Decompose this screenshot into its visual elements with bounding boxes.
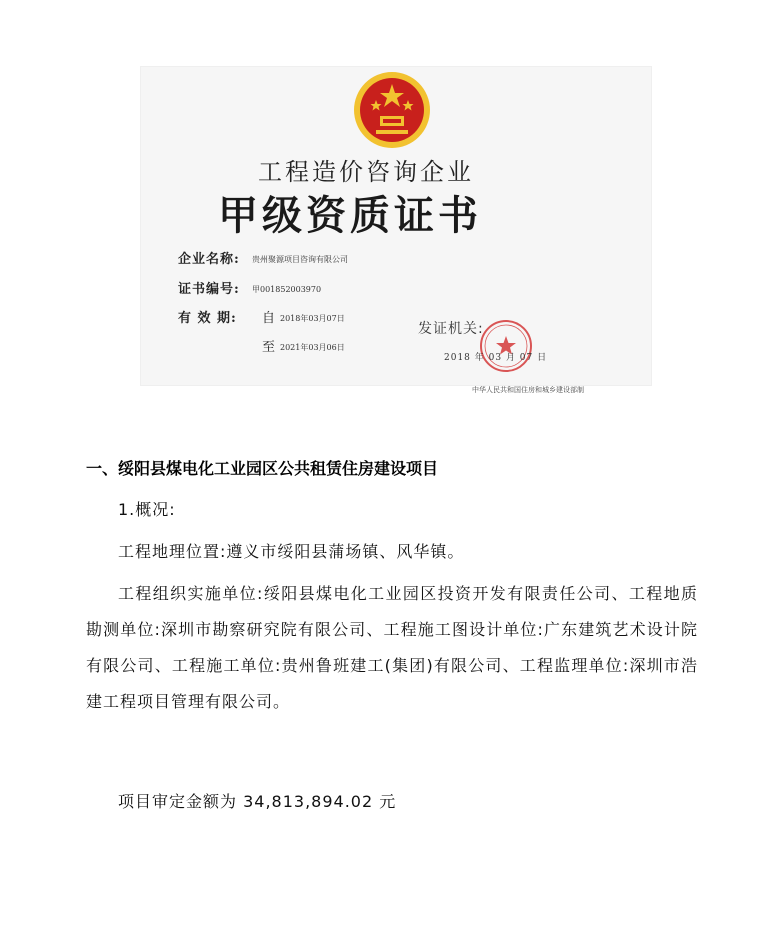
amount-paragraph: 项目审定金额为 34,813,894.02 元	[118, 792, 397, 811]
national-emblem-icon	[352, 70, 432, 150]
issue-date: 2018 年 03 月 07 日	[444, 353, 548, 363]
validity-from: 2018年03月07日	[280, 314, 345, 323]
overview-title: 1.概况:	[118, 500, 176, 519]
validity-from-prefix: 自	[262, 311, 277, 326]
issuer-label: 发证机关:	[418, 321, 484, 337]
validity-label: 有 效 期:	[178, 311, 237, 326]
company-value: 贵州聚源项目咨询有限公司	[252, 255, 348, 264]
certificate-title-line2: 甲级资质证书	[218, 192, 482, 239]
official-seal-icon	[478, 318, 534, 374]
validity-to: 2021年03月06日	[280, 343, 345, 352]
ministry-note: 中华人民共和国住房和城乡建设部制	[472, 386, 584, 394]
cert-no-label: 证书编号:	[178, 282, 240, 297]
validity-to-prefix: 至	[262, 340, 277, 355]
cert-no-value: 甲001852003970	[252, 285, 322, 294]
units-paragraph: 工程组织实施单位:绥阳县煤电化工业园区投资开发有限责任公司、工程地质勘测单位:深圳市勘察研究院有限公司、工程施工图设计单位:广东建筑艺术设计院有限公司、工程施工单位:贵州鲁班建工(集团)有限公司、工程监理单位:深圳市浩建工程项目管理有限公司。	[86, 584, 698, 711]
certificate-title-line1: 工程造价咨询企业	[258, 158, 474, 186]
company-label: 企业名称:	[178, 252, 240, 267]
location-paragraph: 工程地理位置:遵义市绥阳县蒲场镇、风华镇。	[118, 542, 465, 561]
section-heading: 一、绥阳县煤电化工业园区公共租赁住房建设项目	[86, 459, 439, 478]
